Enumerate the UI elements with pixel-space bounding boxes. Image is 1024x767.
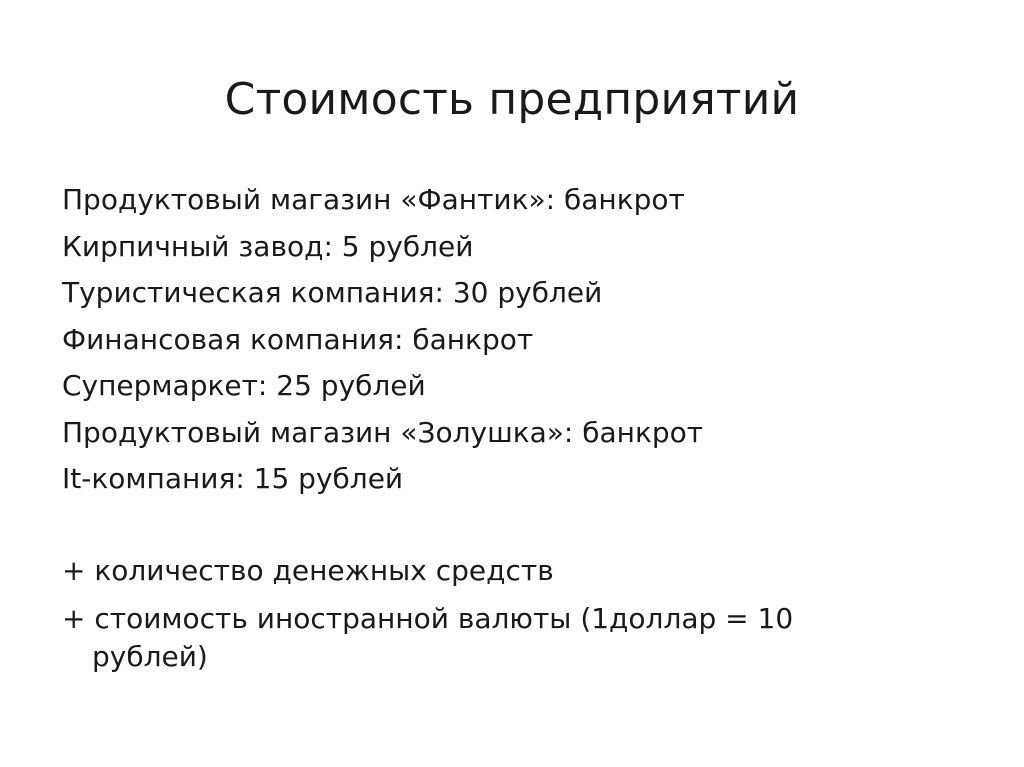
list-item: Туристическая компания: 30 рублей: [62, 276, 603, 309]
list-item: It-компания: 15 рублей: [62, 462, 404, 495]
notes-list: [62, 548, 882, 676]
note-cash: + количество денежных средств: [62, 554, 554, 587]
company-value-list: [62, 177, 982, 503]
list-item: Супермаркет: 25 рублей: [62, 369, 426, 402]
list-item: Продуктовый магазин «Фантик»: банкрот: [62, 183, 685, 216]
list-item: Финансовая компания: банкрот: [62, 322, 534, 356]
slide-title: Стоимость предприятий: [224, 74, 800, 125]
note-currency: + стоимость иностранной валюты (1доллар = 10 рублей): [62, 602, 794, 673]
list-item: Кирпичный завод: 5 рублей: [62, 229, 474, 263]
list-item: Продуктовый магазин «Золушка»: банкрот: [62, 415, 704, 449]
